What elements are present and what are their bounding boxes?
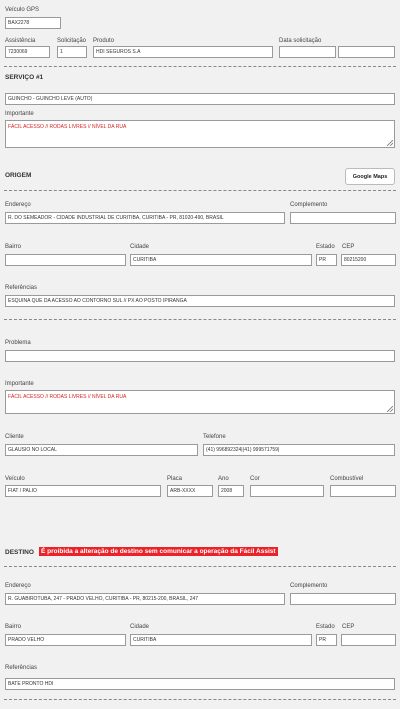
divider [4, 319, 396, 320]
phone-label: Telefone [203, 434, 226, 440]
fuel-field[interactable] [330, 485, 396, 497]
dest-complement-label: Complemento [290, 583, 328, 589]
produto-label: Produto [93, 38, 115, 44]
dest-estado-label: Estado [316, 624, 335, 630]
origin-cep-label: CEP [342, 244, 355, 250]
dest-bairro-label: Bairro [5, 624, 22, 630]
origin-references-field[interactable]: ESQUINA QUE DA ACESSO AO CONTORNO SUL // PX AO POSTO IPIRANGA [5, 295, 395, 307]
origin-address-label: Endereço [5, 202, 31, 208]
origin-estado-label: Estado [316, 244, 335, 250]
client-label: Cliente [5, 434, 24, 440]
vehicle-label: Veículo [5, 476, 25, 482]
divider [4, 566, 396, 567]
problem-field[interactable] [5, 350, 395, 362]
dest-estado-field[interactable]: PR [316, 634, 337, 646]
dest-bairro-field[interactable]: PRADO VELHO [5, 634, 126, 646]
dest-references-field[interactable]: BATE PRONTO HDI [5, 678, 395, 690]
origin-title: ORIGEM [5, 172, 32, 179]
data-solicitacao-label: Data solicitação [279, 38, 322, 44]
service-title: SERVIÇO #1 [5, 74, 44, 81]
color-field[interactable] [250, 485, 324, 497]
dest-references-label: Referências [5, 665, 38, 671]
solicitacao-field[interactable]: 1 [57, 46, 87, 58]
plate-label: Placa [167, 476, 183, 482]
origin-estado-field[interactable]: PR [316, 254, 337, 266]
origin-address-field[interactable]: R. DO SEMEADOR - CIDADE INDUSTRIAL DE CURITIBA, CURITIBA - PR, 81020-490, BRASIL [5, 212, 285, 224]
vehicle-gps-field[interactable]: BAX2278 [5, 17, 61, 29]
assistencia-field[interactable]: 7230069 [5, 46, 50, 58]
dest-cep-field[interactable] [341, 634, 396, 646]
assistencia-label: Assistência [5, 38, 36, 44]
divider [4, 699, 396, 700]
dest-complement-field[interactable] [290, 593, 396, 605]
origin-complement-field[interactable] [290, 212, 396, 224]
origin-references-label: Referências [5, 285, 38, 291]
data-solicitacao-field[interactable] [279, 46, 336, 58]
origin-bairro-field[interactable] [5, 254, 126, 266]
divider [4, 190, 396, 191]
origin-cep-field[interactable]: 80215200 [341, 254, 396, 266]
destination-warning-badge: É proibida a alteração de destino sem comunicar a operação da Fácil Assist [41, 548, 276, 555]
important-text: FÁCIL ACESSO // RODAS LIVRES // NÍVEL DA RUA [8, 124, 127, 130]
dest-cep-label: CEP [342, 624, 355, 630]
solicitacao-label: Solicitação [57, 38, 87, 44]
fuel-label: Combustível [330, 476, 364, 482]
dest-cidade-label: Cidade [130, 624, 150, 630]
dest-address-field[interactable]: R. GUABIROTUBA, 247 - PRADO VELHO, CURITIBA - PR, 80215-200, BRASIL, 247 [5, 593, 285, 605]
client-field[interactable]: GLAUSIO NO LOCAL [5, 444, 198, 456]
important2-label: Importante [5, 381, 34, 387]
dest-cidade-field[interactable]: CURITIBA [130, 634, 312, 646]
phone-field[interactable]: (41) 996892324|(41) 999571759| [203, 444, 395, 456]
origin-cidade-field[interactable]: CURITIBA [130, 254, 312, 266]
service-field[interactable]: GUINCHO - GUINCHO LEVE (AUTO) [5, 93, 395, 105]
hora-solicitacao-field[interactable] [338, 46, 395, 58]
resize-grip-icon[interactable] [387, 406, 393, 412]
problem-label: Problema [5, 340, 31, 346]
origin-complement-label: Complemento [290, 202, 328, 208]
google-maps-button[interactable]: Google Maps [345, 168, 395, 185]
plate-field[interactable]: ARB-XXXX [167, 485, 213, 497]
vehicle-gps-label: Veículo GPS [5, 7, 40, 13]
year-field[interactable]: 2008 [218, 485, 244, 497]
resize-grip-icon[interactable] [387, 140, 393, 146]
dest-address-label: Endereço [5, 583, 31, 589]
origin-cidade-label: Cidade [130, 244, 150, 250]
important-textarea[interactable] [5, 120, 395, 148]
divider [4, 66, 396, 67]
produto-field[interactable]: HDI SEGUROS S.A [93, 46, 273, 58]
vehicle-field[interactable]: FIAT / PALIO [5, 485, 161, 497]
destination-title: DESTINO [5, 549, 34, 556]
important2-textarea[interactable] [5, 390, 395, 414]
important-label: Importante [5, 111, 34, 117]
important2-text: FÁCIL ACESSO // RODAS LIVRES // NÍVEL DA RUA [8, 394, 127, 400]
color-label: Cor [250, 476, 260, 482]
year-label: Ano [218, 476, 229, 482]
origin-bairro-label: Bairro [5, 244, 22, 250]
